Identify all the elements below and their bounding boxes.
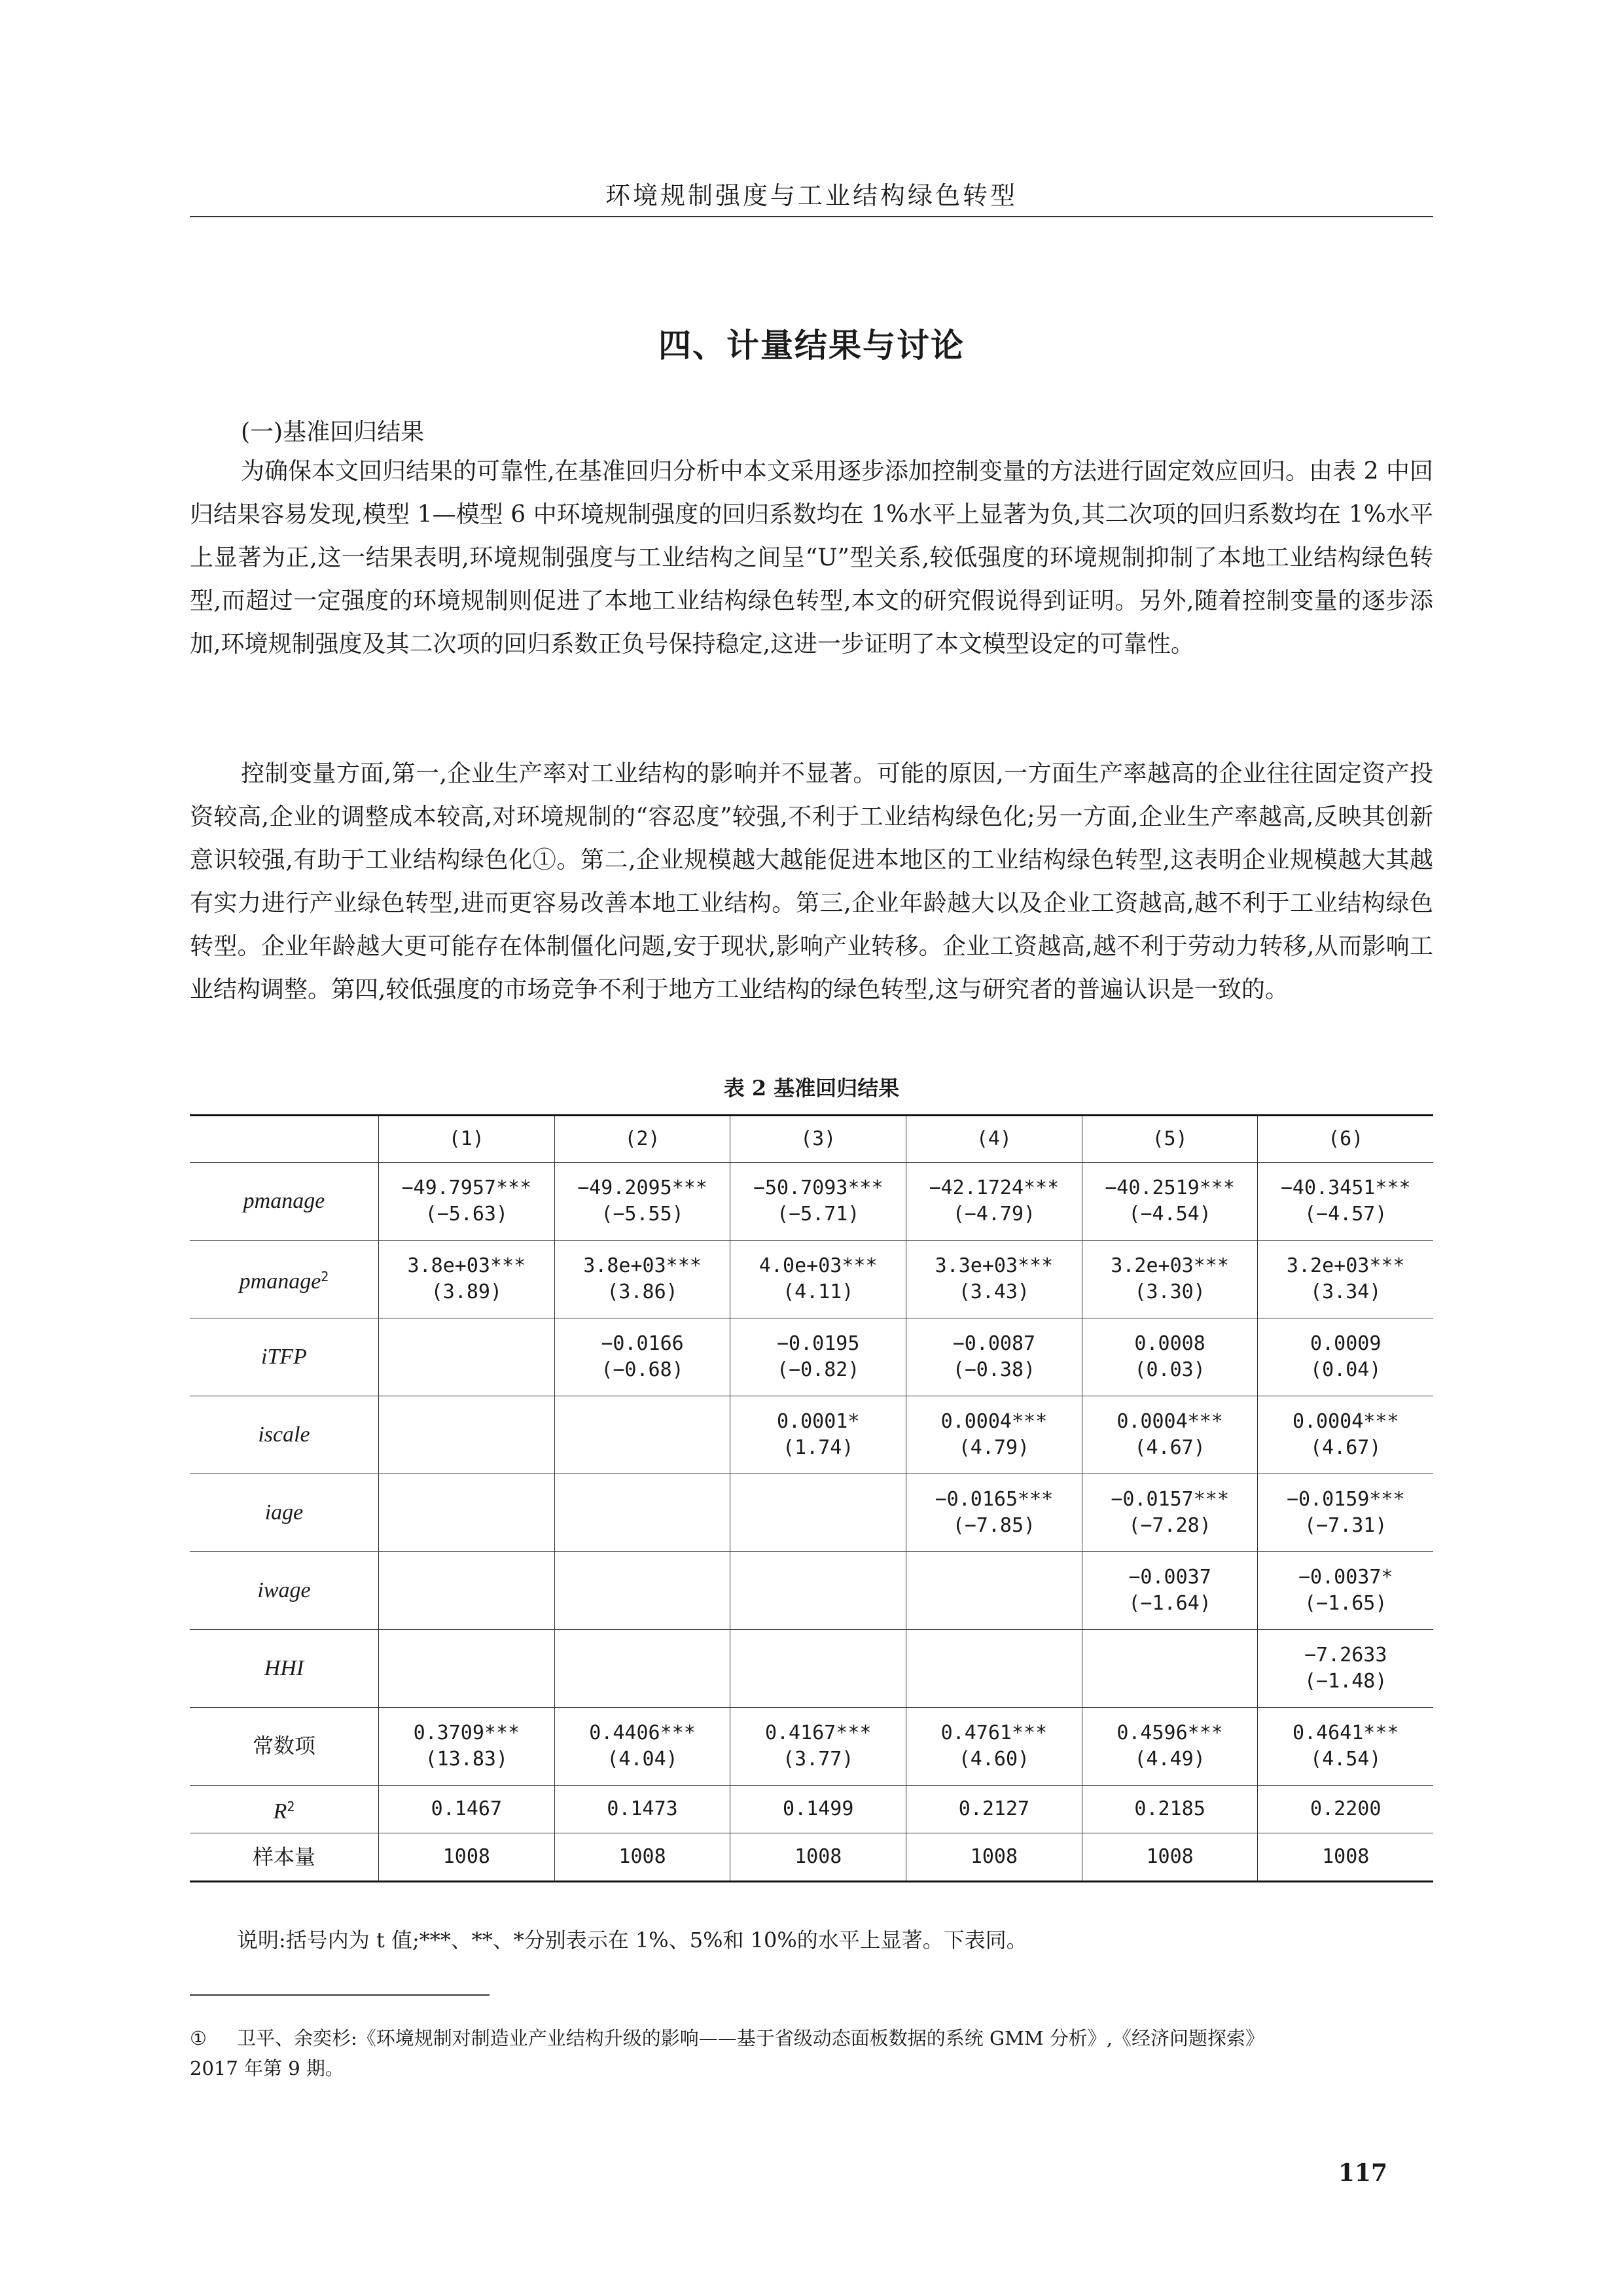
cell-value: (4.49) [1134,1748,1205,1771]
table-cell [379,1708,555,1786]
table-column-header: (5) [1082,1116,1258,1163]
table-cell [1082,1708,1258,1786]
cell-value: −40.2519*** [1105,1176,1235,1199]
table-cell [379,1630,555,1708]
row-label-text: iage [264,1500,304,1525]
body-paragraph-1: 为确保本文回归结果的可靠性,在基准回归分析中本文采用逐步添加控制变量的方法进行固定效应回归。由表 2 中回归结果容易发现,模型 1—模型 6 中环境规制强度的回归系数均在 1%水平上显著为负,其二次项的回归系数均在 1%水平上显著为正,这一结果表明,环境规制强度与工业结构之间呈“U”型关系,较低强度的环境规制抑制了本地工业结构绿色转型,而超过一定强度的环境规制则促进了本地工业结构绿色转型,本文的研究假说得到证明。另外,随着控制变量的逐步添加,环境规制强度及其二次项的回归系数正负号保持稳定,这进一步证明了本文模型设定的可靠性。 [190,458,1433,658]
cell-value: (−5.71) [777,1203,860,1226]
table-cell [379,1396,555,1474]
cell-value: −0.0037* [1298,1566,1393,1589]
footnote-mark: ① [190,2027,207,2049]
cell-value: 0.4167*** [764,1722,872,1744]
cell-value: 0.0008 [1134,1332,1205,1355]
table-row [190,1552,1433,1630]
footnote [190,2023,1433,2083]
table-row [190,1241,1433,1318]
cell-value: −40.3451*** [1280,1176,1411,1199]
table-cell [1082,1552,1258,1630]
table-cell: 1008 [906,1833,1082,1882]
cell-value: (−7.28) [1128,1514,1211,1537]
table-cell [730,1318,906,1396]
table-row [190,1708,1433,1786]
cell-value: (3.30) [1134,1280,1205,1303]
table-cell [730,1474,906,1552]
cell-value: −0.0087 [952,1332,1036,1355]
table-cell [554,1708,730,1786]
table-cell: 1008 [554,1833,730,1882]
row-label-superscript: 2 [287,1798,295,1814]
cell-value: −0.0037 [1128,1566,1211,1589]
row-label-text: iscale [258,1422,310,1447]
row-label-text: R [273,1799,287,1824]
table-cell [1258,1241,1433,1318]
row-label-text: iTFP [261,1344,307,1369]
cell-value: (0.04) [1310,1358,1382,1381]
body-paragraph-2: 控制变量方面,第一,企业生产率对工业结构的影响并不显著。可能的原因,一方面生产率越高的企业往往固定资产投资较高,企业的调整成本较高,对环境规制的“容忍度”较强,不利于工业结构绿色化;另一方面,企业生产率越高,反映其创新意识较强,有助于工业结构绿色化①。第二,企业规模越大越能促进本地区的工业结构绿色转型,这表明企业规模越大其越有实力进行产业绿色转型,进而更容易改善本地工业结构。第三,企业年龄越大以及企业工资越高,越不利于工业结构绿色转型。企业年龄越大更可能存在体制僵化问题,安于现状,影响产业转移。企业工资越高,越不利于劳动力转移,从而影响工业结构调整。第四,较低强度的市场竞争不利于地方工业结构的绿色转型,这与研究者的普遍认识是一致的。 [190,760,1433,1003]
row-label [190,1163,379,1241]
row-label: 样本量 [190,1833,379,1882]
cell-value: (−1.48) [1304,1670,1387,1693]
table-cell: 0.1499 [730,1786,906,1833]
cell-value: (3.86) [607,1280,678,1303]
table-note: 说明:括号内为 t 值;***、**、*分别表示在 1%、5%和 10%的水平上显著。下表同。 [237,1928,1027,1952]
table-cell [554,1630,730,1708]
table-cell [379,1241,555,1318]
table-cell: 0.2185 [1082,1786,1258,1833]
cell-value: (13.83) [425,1748,508,1771]
footnote-line-2: 2017 年第 9 期。 [190,2057,344,2079]
cell-value: −7.2633 [1304,1644,1387,1667]
cell-value: (−0.82) [777,1358,860,1381]
cell-value: (−4.57) [1304,1203,1387,1226]
cell-value: (3.89) [431,1280,503,1303]
cell-value: −0.0166 [601,1332,684,1355]
table-cell [1258,1630,1433,1708]
footnote-line-1: 卫平、余奕杉:《环境规制对制造业产业结构升级的影响——基于省级动态面板数据的系统 GMM 分析》,《经济问题探索》 [237,2027,1264,2049]
cell-value: (3.34) [1310,1280,1382,1303]
table-caption: 表 2 基准回归结果 [723,1076,900,1101]
cell-value: (4.11) [783,1280,854,1303]
cell-value: 0.4596*** [1116,1722,1223,1744]
cell-value: (−4.79) [952,1203,1036,1226]
row-label [190,1318,379,1396]
cell-value: 3.3e+03*** [935,1254,1054,1277]
table-cell [906,1396,1082,1474]
cell-value: (4.04) [607,1748,678,1771]
table-cell [1258,1318,1433,1396]
header-divider [190,216,1433,217]
cell-value: −0.0165*** [935,1488,1054,1511]
table-cell: 0.2127 [906,1786,1082,1833]
cell-value: (−5.63) [425,1203,508,1226]
row-label-text: 常数项 [252,1733,315,1758]
cell-value: −0.0159*** [1286,1488,1405,1511]
row-label-text: HHI [264,1655,304,1680]
table-header-row [190,1116,1433,1163]
cell-value: 0.0004*** [1292,1410,1399,1433]
cell-value: 3.8e+03*** [583,1254,702,1277]
cell-value: −49.2095*** [577,1176,707,1199]
table-column-header: (6) [1258,1116,1433,1163]
cell-value: 0.0004*** [1116,1410,1223,1433]
table-cell [730,1241,906,1318]
row-label [190,1241,379,1318]
row-label [190,1396,379,1474]
table-cell [906,1630,1082,1708]
table-row-r2 [190,1786,1433,1833]
table-column-header: (4) [906,1116,1082,1163]
cell-value: (−7.85) [952,1514,1036,1537]
cell-value: 0.4641*** [1292,1722,1399,1744]
cell-value: (4.67) [1310,1436,1382,1459]
table-cell [1258,1552,1433,1630]
regression-table [190,1114,1433,1882]
table-cell [554,1163,730,1241]
table-column-header: (2) [554,1116,730,1163]
table-cell [1082,1163,1258,1241]
table-row [190,1474,1433,1552]
table-cell [906,1474,1082,1552]
table-cell [1082,1318,1258,1396]
row-label [190,1786,379,1833]
row-label [190,1630,379,1708]
table-cell: 0.2200 [1258,1786,1433,1833]
cell-value: 0.0004*** [940,1410,1048,1433]
section-title: 四、计量结果与讨论 [658,326,965,364]
cell-value: (−4.54) [1128,1203,1211,1226]
table-cell [554,1396,730,1474]
table-header-blank [190,1116,379,1163]
table-cell [554,1552,730,1630]
cell-value: 0.0009 [1310,1332,1382,1355]
table-cell [906,1241,1082,1318]
table-cell [1258,1163,1433,1241]
row-label [190,1708,379,1786]
table-cell [730,1630,906,1708]
table-cell [906,1552,1082,1630]
table-cell: 0.1473 [554,1786,730,1833]
cell-value: 3.8e+03*** [407,1254,526,1277]
table-cell [1258,1708,1433,1786]
cell-value: (1.74) [783,1436,854,1459]
cell-value: (−1.65) [1304,1592,1387,1615]
row-label [190,1474,379,1552]
table-cell: 1008 [1082,1833,1258,1882]
cell-value: 3.2e+03*** [1111,1254,1229,1277]
cell-value: (−1.64) [1128,1592,1211,1615]
table-cell [554,1474,730,1552]
table-cell [554,1241,730,1318]
table-cell: 1008 [730,1833,906,1882]
table-row [190,1396,1433,1474]
table-column-header: (3) [730,1116,906,1163]
table-row-n [190,1833,1433,1882]
cell-value: 3.2e+03*** [1286,1254,1405,1277]
table-cell [906,1318,1082,1396]
running-header: 环境规制强度与工业结构绿色转型 [605,181,1018,210]
cell-value: (−7.31) [1304,1514,1387,1537]
cell-value: −50.7093*** [753,1176,883,1199]
table-cell [730,1163,906,1241]
table-cell [1082,1474,1258,1552]
table-cell [379,1552,555,1630]
row-label-text: pmanage [243,1188,325,1213]
cell-value: (−0.38) [952,1358,1036,1381]
page-number: 117 [1338,2159,1387,2187]
table-cell: 1008 [379,1833,555,1882]
table-cell [730,1708,906,1786]
cell-value: 0.4406*** [589,1722,696,1744]
cell-value: −42.1724*** [929,1176,1060,1199]
cell-value: 0.0001* [777,1410,860,1433]
table-cell [1082,1630,1258,1708]
cell-value: (3.43) [958,1280,1030,1303]
table-cell [554,1318,730,1396]
cell-value: 0.3709*** [413,1722,520,1744]
table-cell [730,1396,906,1474]
table-cell [906,1708,1082,1786]
table-row [190,1163,1433,1241]
subsection-heading: (一)基准回归结果 [241,419,425,446]
cell-value: 0.4761*** [940,1722,1048,1744]
row-label-superscript: 2 [321,1268,329,1284]
table-cell [1082,1396,1258,1474]
table-row [190,1318,1433,1396]
table-cell [1258,1396,1433,1474]
cell-value: (4.67) [1134,1436,1205,1459]
table-column-header: (1) [379,1116,555,1163]
table-cell: 1008 [1258,1833,1433,1882]
cell-value: 4.0e+03*** [758,1254,878,1277]
table-cell [906,1163,1082,1241]
table-cell [730,1552,906,1630]
table-cell [1082,1241,1258,1318]
cell-value: (−5.55) [601,1203,684,1226]
cell-value: −49.7957*** [401,1176,532,1199]
footnote-divider [190,1994,490,1996]
row-label-text: iwage [257,1578,311,1602]
cell-value: −0.0195 [777,1332,860,1355]
cell-value: (3.77) [783,1748,854,1771]
row-label-text: pmanage [239,1269,321,1294]
table-cell [379,1474,555,1552]
cell-value: (4.54) [1310,1748,1382,1771]
table-row [190,1630,1433,1708]
cell-value: (4.60) [958,1748,1030,1771]
cell-value: (4.79) [958,1436,1030,1459]
cell-value: −0.0157*** [1111,1488,1229,1511]
table-cell [379,1318,555,1396]
table-cell: 0.1467 [379,1786,555,1833]
cell-value: (0.03) [1134,1358,1205,1381]
row-label [190,1552,379,1630]
table-cell [379,1163,555,1241]
cell-value: (−0.68) [601,1358,684,1381]
table-cell [1258,1474,1433,1552]
